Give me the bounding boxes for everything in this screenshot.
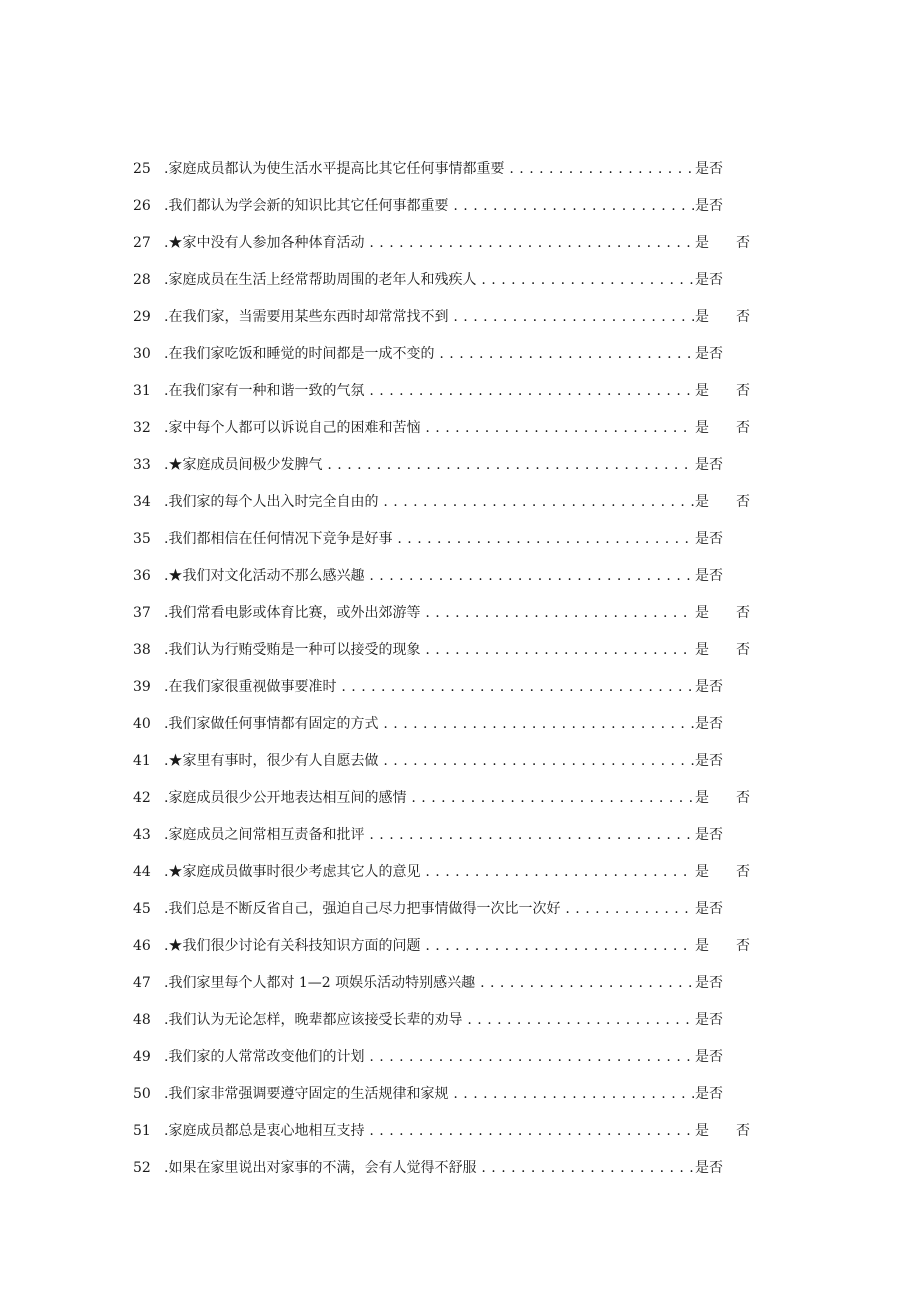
question-number: 25 — [133, 161, 151, 177]
question-number: 29 — [133, 309, 151, 325]
question-row — [0, 336, 920, 373]
question-number: 38 — [133, 642, 151, 658]
question-number: 39 — [133, 679, 151, 695]
question-text: .★家庭成员做事时很少考虑其它人的意见 . . . — [164, 854, 694, 891]
question-row — [0, 188, 920, 225]
question-text: .★我们很少讨论有关科技知识方面的问题 . . . — [164, 928, 694, 965]
question-number: 46 — [133, 938, 151, 954]
question-number: 30 — [133, 346, 151, 362]
question-row — [0, 632, 920, 669]
question-row — [0, 1039, 920, 1076]
answer-no[interactable]: 否 — [709, 457, 723, 473]
answer-no[interactable]: 否 — [736, 938, 750, 954]
question-row — [0, 595, 920, 632]
question-number: 43 — [133, 827, 151, 843]
question-row — [0, 299, 920, 336]
question-number: 52 — [133, 1160, 151, 1176]
answer-yes[interactable]: 是 — [695, 161, 709, 177]
question-number: 51 — [133, 1123, 151, 1139]
question-number: 50 — [133, 1086, 151, 1102]
question-number: 40 — [133, 716, 151, 732]
question-number: 35 — [133, 531, 151, 547]
question-row — [0, 151, 920, 188]
answer-yes[interactable]: 是 — [695, 309, 709, 325]
question-text: .家庭成员之间常相互责备和批评 . . . — [164, 817, 694, 854]
question-number: 26 — [133, 198, 151, 214]
answer-yes[interactable]: 是 — [695, 679, 709, 695]
answer-yes[interactable]: 是 — [695, 753, 709, 769]
question-row — [0, 484, 920, 521]
answer-yes[interactable]: 是 — [695, 346, 709, 362]
question-row — [0, 965, 920, 1002]
question-text: .在我们家有一种和谐一致的气氛 . . . — [164, 373, 694, 410]
question-text: .★家里有事时，很少有人自愿去做 . . . — [164, 743, 694, 780]
answer-no[interactable]: 否 — [709, 161, 723, 177]
question-number: 48 — [133, 1012, 151, 1028]
question-text: .如果在家里说出对家事的不满，会有人觉得不舒服 . . . — [164, 1150, 694, 1187]
answer-yes[interactable]: 是 — [695, 272, 709, 288]
question-row — [0, 780, 920, 817]
answer-no[interactable]: 否 — [736, 790, 750, 806]
answer-no[interactable]: 否 — [709, 753, 723, 769]
question-row — [0, 854, 920, 891]
answer-yes[interactable]: 是 — [695, 1160, 709, 1176]
question-row — [0, 1113, 920, 1150]
answer-no[interactable]: 否 — [709, 1049, 723, 1065]
question-row — [0, 410, 920, 447]
answer-yes[interactable]: 是 — [695, 1123, 709, 1139]
answer-yes[interactable]: 是 — [695, 864, 709, 880]
answer-no[interactable]: 否 — [736, 235, 750, 251]
question-text: .家庭成员很少公开地表达相互间的感情 . . . — [164, 780, 694, 817]
answer-yes[interactable]: 是 — [695, 1049, 709, 1065]
question-text: .家庭成员都总是衷心地相互支持 . . . — [164, 1113, 694, 1150]
answer-yes[interactable]: 是 — [695, 198, 709, 214]
question-text: .★家中没有人参加各种体育活动 . . . — [164, 225, 694, 262]
answer-no[interactable]: 否 — [709, 198, 723, 214]
answer-yes[interactable]: 是 — [695, 235, 709, 251]
answer-no[interactable]: 否 — [709, 568, 723, 584]
question-number: 42 — [133, 790, 151, 806]
question-row — [0, 817, 920, 854]
question-text: .家中每个人都可以诉说自己的困难和苦恼 . . . — [164, 410, 694, 447]
question-text: .我们认为行贿受贿是一种可以接受的现象 . . . — [164, 632, 694, 669]
question-number: 27 — [133, 235, 151, 251]
question-row — [0, 669, 920, 706]
question-text: .我们都相信在任何情况下竞争是好事 . . . — [164, 521, 694, 558]
answer-no[interactable]: 否 — [736, 1123, 750, 1139]
answer-no[interactable]: 否 — [736, 420, 750, 436]
answer-no[interactable]: 否 — [736, 864, 750, 880]
question-row — [0, 558, 920, 595]
question-text: .家庭成员都认为使生活水平提高比其它任何事情都重要 . . . — [164, 151, 694, 188]
answer-yes[interactable]: 是 — [695, 938, 709, 954]
question-row — [0, 225, 920, 262]
question-number: 41 — [133, 753, 151, 769]
question-text: .我们家的每个人出入时完全自由的 . . . — [164, 484, 694, 521]
question-number: 47 — [133, 975, 151, 991]
answer-yes[interactable]: 是 — [695, 1012, 709, 1028]
question-row — [0, 262, 920, 299]
question-text: .我们家非常强调要遵守固定的生活规律和家规 . . . — [164, 1076, 694, 1113]
answer-yes[interactable]: 是 — [695, 383, 709, 399]
answer-yes[interactable]: 是 — [695, 568, 709, 584]
question-row — [0, 891, 920, 928]
question-row — [0, 373, 920, 410]
question-text: .家庭成员在生活上经常帮助周围的老年人和残疾人 . . . — [164, 262, 694, 299]
question-row — [0, 1076, 920, 1113]
answer-no[interactable]: 否 — [736, 309, 750, 325]
answer-no[interactable]: 否 — [709, 531, 723, 547]
answer-yes[interactable]: 是 — [695, 642, 709, 658]
question-number: 31 — [133, 383, 151, 399]
answer-no[interactable]: 否 — [709, 716, 723, 732]
question-text: .我们家里每个人都对 1—2 项娱乐活动特别感兴趣 . . . — [164, 965, 694, 1002]
answer-yes[interactable]: 是 — [695, 531, 709, 547]
question-number: 36 — [133, 568, 151, 584]
answer-yes[interactable]: 是 — [695, 605, 709, 621]
answer-no[interactable]: 否 — [736, 494, 750, 510]
answer-yes[interactable]: 是 — [695, 975, 709, 991]
answer-no[interactable]: 否 — [709, 827, 723, 843]
answer-no[interactable]: 否 — [709, 1160, 723, 1176]
answer-yes[interactable]: 是 — [695, 790, 709, 806]
question-text: .★家庭成员间极少发脾气 . . . — [164, 447, 694, 484]
question-row — [0, 521, 920, 558]
question-text: .在我们家吃饭和睡觉的时间都是一成不变的 . . . — [164, 336, 694, 373]
answer-no[interactable]: 否 — [736, 642, 750, 658]
question-row — [0, 928, 920, 965]
question-text: .在我们家很重视做事要准时 . . . — [164, 669, 694, 706]
answer-yes[interactable]: 是 — [695, 1086, 709, 1102]
question-number: 49 — [133, 1049, 151, 1065]
answer-no[interactable]: 否 — [709, 975, 723, 991]
answer-yes[interactable]: 是 — [695, 457, 709, 473]
question-number: 28 — [133, 272, 151, 288]
question-text: .我们都认为学会新的知识比其它任何事都重要 . . . — [164, 188, 694, 225]
question-number: 37 — [133, 605, 151, 621]
question-row — [0, 447, 920, 484]
answer-yes[interactable]: 是 — [695, 716, 709, 732]
question-number: 34 — [133, 494, 151, 510]
answer-no[interactable]: 否 — [709, 1012, 723, 1028]
answer-yes[interactable]: 是 — [695, 420, 709, 436]
question-text: .我们家做任何事情都有固定的方式 . . . — [164, 706, 694, 743]
answer-yes[interactable]: 是 — [695, 901, 709, 917]
question-row — [0, 743, 920, 780]
answer-yes[interactable]: 是 — [695, 827, 709, 843]
answer-yes[interactable]: 是 — [695, 494, 709, 510]
question-text: .我们总是不断反省自己，强迫自己尽力把事情做得一次比一次好 . . . — [164, 891, 694, 928]
answer-no[interactable]: 否 — [709, 346, 723, 362]
answer-no[interactable]: 否 — [709, 901, 723, 917]
question-number: 33 — [133, 457, 151, 473]
question-row — [0, 706, 920, 743]
answer-no[interactable]: 否 — [709, 272, 723, 288]
question-row — [0, 1150, 920, 1187]
question-text: .我们认为无论怎样，晚辈都应该接受长辈的劝导 . . . — [164, 1002, 694, 1039]
answer-no[interactable]: 否 — [736, 383, 750, 399]
question-number: 32 — [133, 420, 151, 436]
answer-no[interactable]: 否 — [736, 605, 750, 621]
question-number: 45 — [133, 901, 151, 917]
question-text: .★我们对文化活动不那么感兴趣 . . . — [164, 558, 694, 595]
questionnaire — [0, 151, 920, 1187]
question-row — [0, 1002, 920, 1039]
question-text: .我们家的人常常改变他们的计划 . . . — [164, 1039, 694, 1076]
answer-no[interactable]: 否 — [709, 1086, 723, 1102]
answer-no[interactable]: 否 — [709, 679, 723, 695]
question-text: .我们常看电影或体育比赛，或外出郊游等 . . . — [164, 595, 694, 632]
question-number: 44 — [133, 864, 151, 880]
question-text: .在我们家，当需要用某些东西时却常常找不到 . . . — [164, 299, 694, 336]
